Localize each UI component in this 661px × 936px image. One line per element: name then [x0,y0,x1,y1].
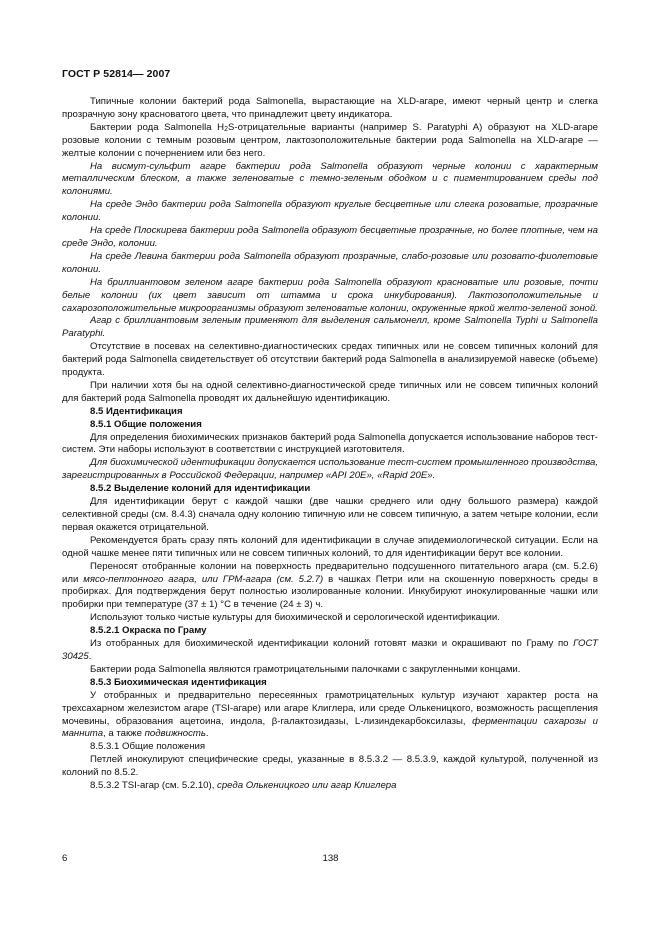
section-heading: 8.5.2 Выделение колоний для идентификации [90,483,311,495]
paragraph: Бактерии рода Salmonella $H_2S$-отрицательные варианты (например S. Paratyphi A) образуют на XLD-агаре розовые колонии с темным розовым центром, лактозоположительные бактерии рода Salmonella на XLD-агаре — желтые колонии с почернением или без него. [62,121,598,159]
section-heading: 8.5.2.1 Окраска по Граму [90,625,207,637]
paragraph: Из отобранных для биохимической идентификации колоний готовят мазки и окрашивают по Граму по ГОСТ 30425. [62,638,598,662]
paragraph: Переносят отобранные колонии на поверхность предварительно подсушенного питательного агара (см. 5.2.6) или мясо-пептонного агара, или ГРМ-агара (см. 5.2.7) в чашках Петри или на скошенную поверхность среды в пробирках. Для подтверждения берут полностью изолированные колонии. Инкубируют инокулированные чашки или пробирки при температуре (37 ± 1) °С в течение (24 ± 3) ч. [62,560,599,611]
page-number-center: 138 [322,853,339,864]
document-code: ГОСТ Р 52814— 2007 [62,68,171,80]
subsection-heading: 8.5.3.1 Общие положения [90,741,206,753]
paragraph: На висмут-сульфит агаре бактерии рода Salmonella образуют черные колонии с характерным металлическим блеском, а также зеленоватые с темно-зеленым ободком и с пигментированием среды под колониями. [62,160,598,198]
paragraph: Используют только чистые культуры для биохимической и серологической идентификации. [90,612,500,624]
paragraph: Для определения биохимических признаков бактерий рода Salmonella допускается использование наборов тест-систем. Эти наборы используют в соответствии с инструкцией изготовителя. [62,431,598,456]
subsection-heading: 8.5.3.2 TSI-агар (см. 5.2.10), среда Олькеницкого или агар Клиглера [90,780,397,792]
paragraph: При наличии хотя бы на одной селективно-диагностической среде типичных или не совсем типичных колоний для бактерий рода Salmonella проводят их дальнейшую идентификацию. [62,379,598,404]
section-heading: 8.5.1 Общие положения [90,418,202,430]
paragraph: Отсутствие в посевах на селективно-диагностических средах типичных или не совсем типичных колоний для бактерий рода Salmonella свидетельствует об отсутствии бактерий рода Salmonella в анализируемой навеске (объеме) продукта. [62,341,598,379]
paragraph: На среде Левина бактерии рода Salmonella образуют прозрачные, слабо-розовые или розовато-фиолетовые колонии. [62,250,598,275]
paragraph: Рекомендуется брать сразу пять колоний для идентификации в случае эпидемиологической ситуации. Если на одной чашке менее пяти типичных или не совсем типичных колоний, то для идентификации берут все колонии. [62,534,598,559]
paragraph: У отобранных и предварительно пересеянных грамотрицательных культур изучают характер роста на трехсахарном железистом агаре (TSI-агаре) или агаре Клиглера, или среде Олькеницкого, возможность расщепления мочевины, образования ацетоина, индола, β-галактозидазы, L-лизиндекарбоксилазы, ферментации сахарозы и маннита, а также подвижность. [62,689,598,740]
paragraph: Для биохимической идентификации допускается использование тест-систем промышленного производства, зарегистрированных в Российской Федерации, например «API 20E», «Rapid 20E». [62,457,599,482]
section-heading: 8.5 Идентификация [90,405,183,417]
paragraph: На бриллиантовом зеленом агаре бактерии рода Salmonella образуют красноватые или розовые, почти белые колонии (их цвет зависит от штамма и срока инкубирования). Лактозоположительные и сахарозоположительные микроорганизмы образуют зеленоватые колонии, окруженные яркой желто-зеленой зоной. [62,276,598,314]
paragraph: Агар с бриллиантовым зеленым применяют для выделения сальмонелл, кроме Salmonella Typhi и Salmonella Paratyphi. [62,315,598,340]
paragraph: Для идентификации берут с каждой чашки (две чашки среднего или одну большого размера) каждой селективной среды (см. 8.4.3) сначала одну колонию типичную или не совсем типичную, а затем четыре колонии, если первая окажется отрицательной. [62,496,598,533]
paragraph: Бактерии рода Salmonella являются грамотрицательными палочками с закругленными концами. [90,663,521,675]
page-number-left: 6 [62,853,68,864]
paragraph: Типичные колонии бактерий рода Salmonella, вырастающие на XLD-агаре, имеют черный центр и слегка прозрачную зону красноватого цвета, что принадлежит цвету индикатора. [62,96,598,120]
paragraph: На среде Плоскирева бактерии рода Salmonella образуют бесцветные прозрачные, но более плотные, чем на среде Эндо, колонии. [62,225,598,249]
paragraph: Петлей инокулируют специфические среды, указанные в 8.5.3.2 — 8.5.3.9, каждой культурой, полученной из колоний по 8.5.2. [62,754,598,779]
section-heading: 8.5.3 Биохимическая идентификация [90,676,267,688]
paragraph: На среде Эндо бактерии рода Salmonella образуют круглые бесцветные или слегка розоватые, прозрачные колонии. [62,199,598,224]
document-body [62,96,598,793]
